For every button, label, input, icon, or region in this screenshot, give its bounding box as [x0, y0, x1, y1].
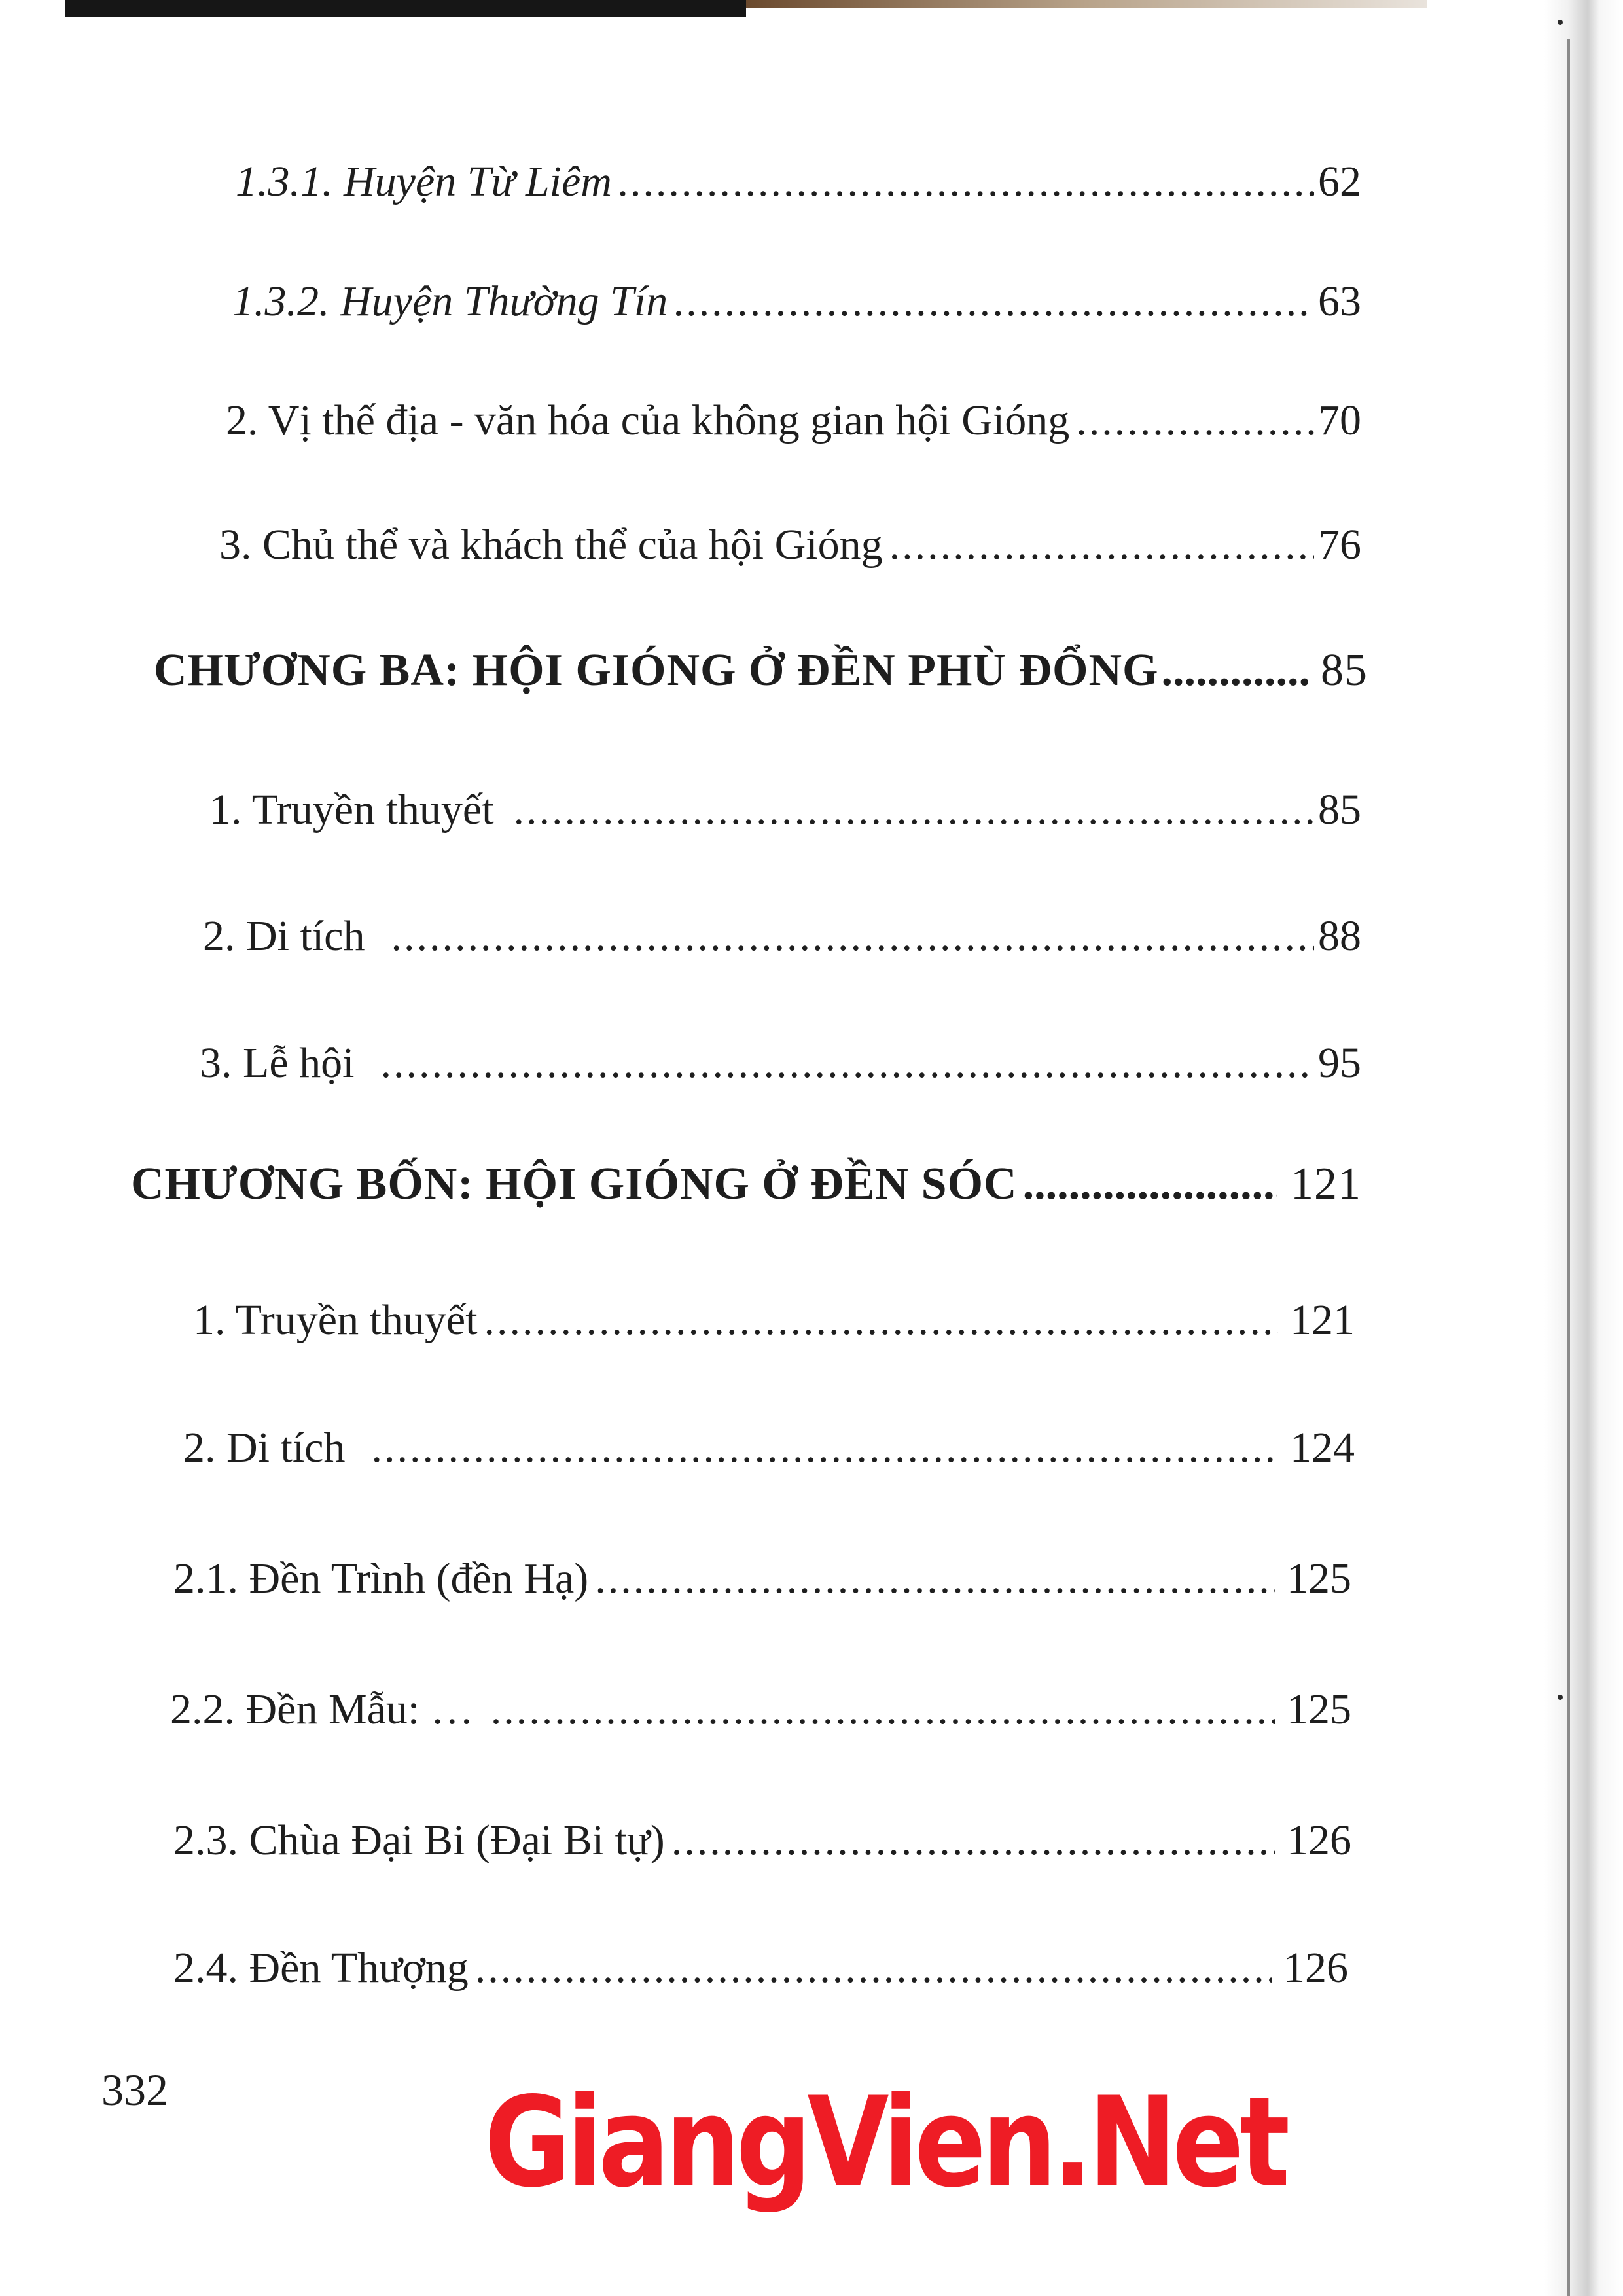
toc-leader [371, 1426, 1278, 1470]
toc-entry-page: 124 [1290, 1424, 1355, 1472]
toc-entry-label: 2.4. Đền Thượng [173, 1944, 469, 1992]
toc-entry [232, 277, 1361, 325]
toc-entry [203, 912, 1361, 960]
toc-entry-page: 125 [1287, 1555, 1351, 1602]
scan-mark [1558, 1695, 1563, 1700]
toc-entry-label: 2.3. Chùa Đại Bi (Đại Bi tự) [173, 1816, 665, 1864]
watermark: GiangVien.Net [484, 2070, 1286, 2215]
toc-entry-label: 2. Di tích [183, 1424, 346, 1472]
toc-leader [618, 160, 1314, 203]
scan-right-edge [1544, 0, 1623, 2296]
toc-entry-label: 2.2. Đền Mẫu: … [170, 1686, 474, 1733]
toc-entry [219, 523, 1361, 567]
toc-leader [380, 1042, 1314, 1085]
toc-entry-label: 1. Truyền thuyết [193, 1296, 478, 1344]
toc-leader [1023, 1161, 1277, 1207]
toc-chapter-entry [131, 1161, 1361, 1207]
toc-leader [1162, 648, 1310, 694]
toc-entry [183, 1426, 1355, 1470]
toc-entry-label: 3. Lễ hội [200, 1039, 355, 1087]
toc-entry [173, 1944, 1348, 1992]
toc-entry [170, 1688, 1351, 1731]
toc-entry-page: 121 [1291, 1159, 1361, 1209]
toc-entry [209, 788, 1361, 832]
toc-entry-page: 95 [1318, 1039, 1361, 1087]
toc-entry-page: 125 [1287, 1686, 1351, 1733]
toc-entry-page: 121 [1290, 1296, 1355, 1344]
toc-entry [226, 399, 1361, 442]
toc-entry-page: 126 [1287, 1816, 1351, 1864]
toc-leader [514, 788, 1314, 832]
toc-entry-label: 2. Di tích [203, 912, 365, 960]
toc-entry-label: CHƯƠNG BỐN: HỘI GIÓNG Ở ĐỀN SÓC [131, 1159, 1018, 1209]
toc-entry [173, 1816, 1351, 1864]
toc-entry-label: 1.3.1. Huyện Từ Liêm [236, 158, 612, 205]
toc-leader [475, 1947, 1272, 1990]
toc-leader [491, 1688, 1275, 1731]
toc-entry-page: 126 [1283, 1944, 1348, 1992]
toc-entry-page: 62 [1318, 158, 1361, 205]
scan-top-edge-cover [746, 0, 1427, 8]
toc-leader [1076, 399, 1314, 442]
scan-right-line [1567, 39, 1570, 2296]
toc-leader [391, 915, 1314, 958]
toc-leader [674, 280, 1314, 323]
toc-leader [595, 1557, 1275, 1600]
toc-entry [236, 160, 1361, 203]
toc-entry-label: 2.1. Đền Trình (đền Hạ) [173, 1555, 589, 1602]
toc-entry [173, 1557, 1351, 1600]
toc-entry-label: 2. Vị thế địa - văn hóa của không gian hội Gióng [226, 397, 1070, 444]
toc-entry-page: 85 [1321, 645, 1368, 696]
toc-leader [671, 1819, 1275, 1862]
page-number: 332 [101, 2065, 168, 2115]
toc-entry-page: 63 [1318, 277, 1361, 325]
scan-mark [1558, 20, 1563, 25]
toc-entry-label: CHƯƠNG BA: HỘI GIÓNG Ở ĐỀN PHÙ ĐỔNG [154, 645, 1159, 696]
toc-leader [484, 1299, 1278, 1342]
toc-entry-label: 3. Chủ thể và khách thể của hội Gióng [219, 521, 883, 569]
scan-top-edge [65, 0, 746, 17]
toc-entry-page: 76 [1318, 521, 1361, 569]
toc-entry-page: 85 [1318, 786, 1361, 834]
toc-entry-page: 70 [1318, 397, 1361, 444]
toc-entry [193, 1296, 1355, 1344]
toc-entry-page: 88 [1318, 912, 1361, 960]
toc-leader [889, 523, 1314, 567]
toc-entry-label: 1. Truyền thuyết [209, 786, 494, 834]
toc-entry-label: 1.3.2. Huyện Thường Tín [232, 277, 668, 325]
toc-entry [200, 1039, 1361, 1087]
toc-chapter-entry [154, 645, 1368, 696]
